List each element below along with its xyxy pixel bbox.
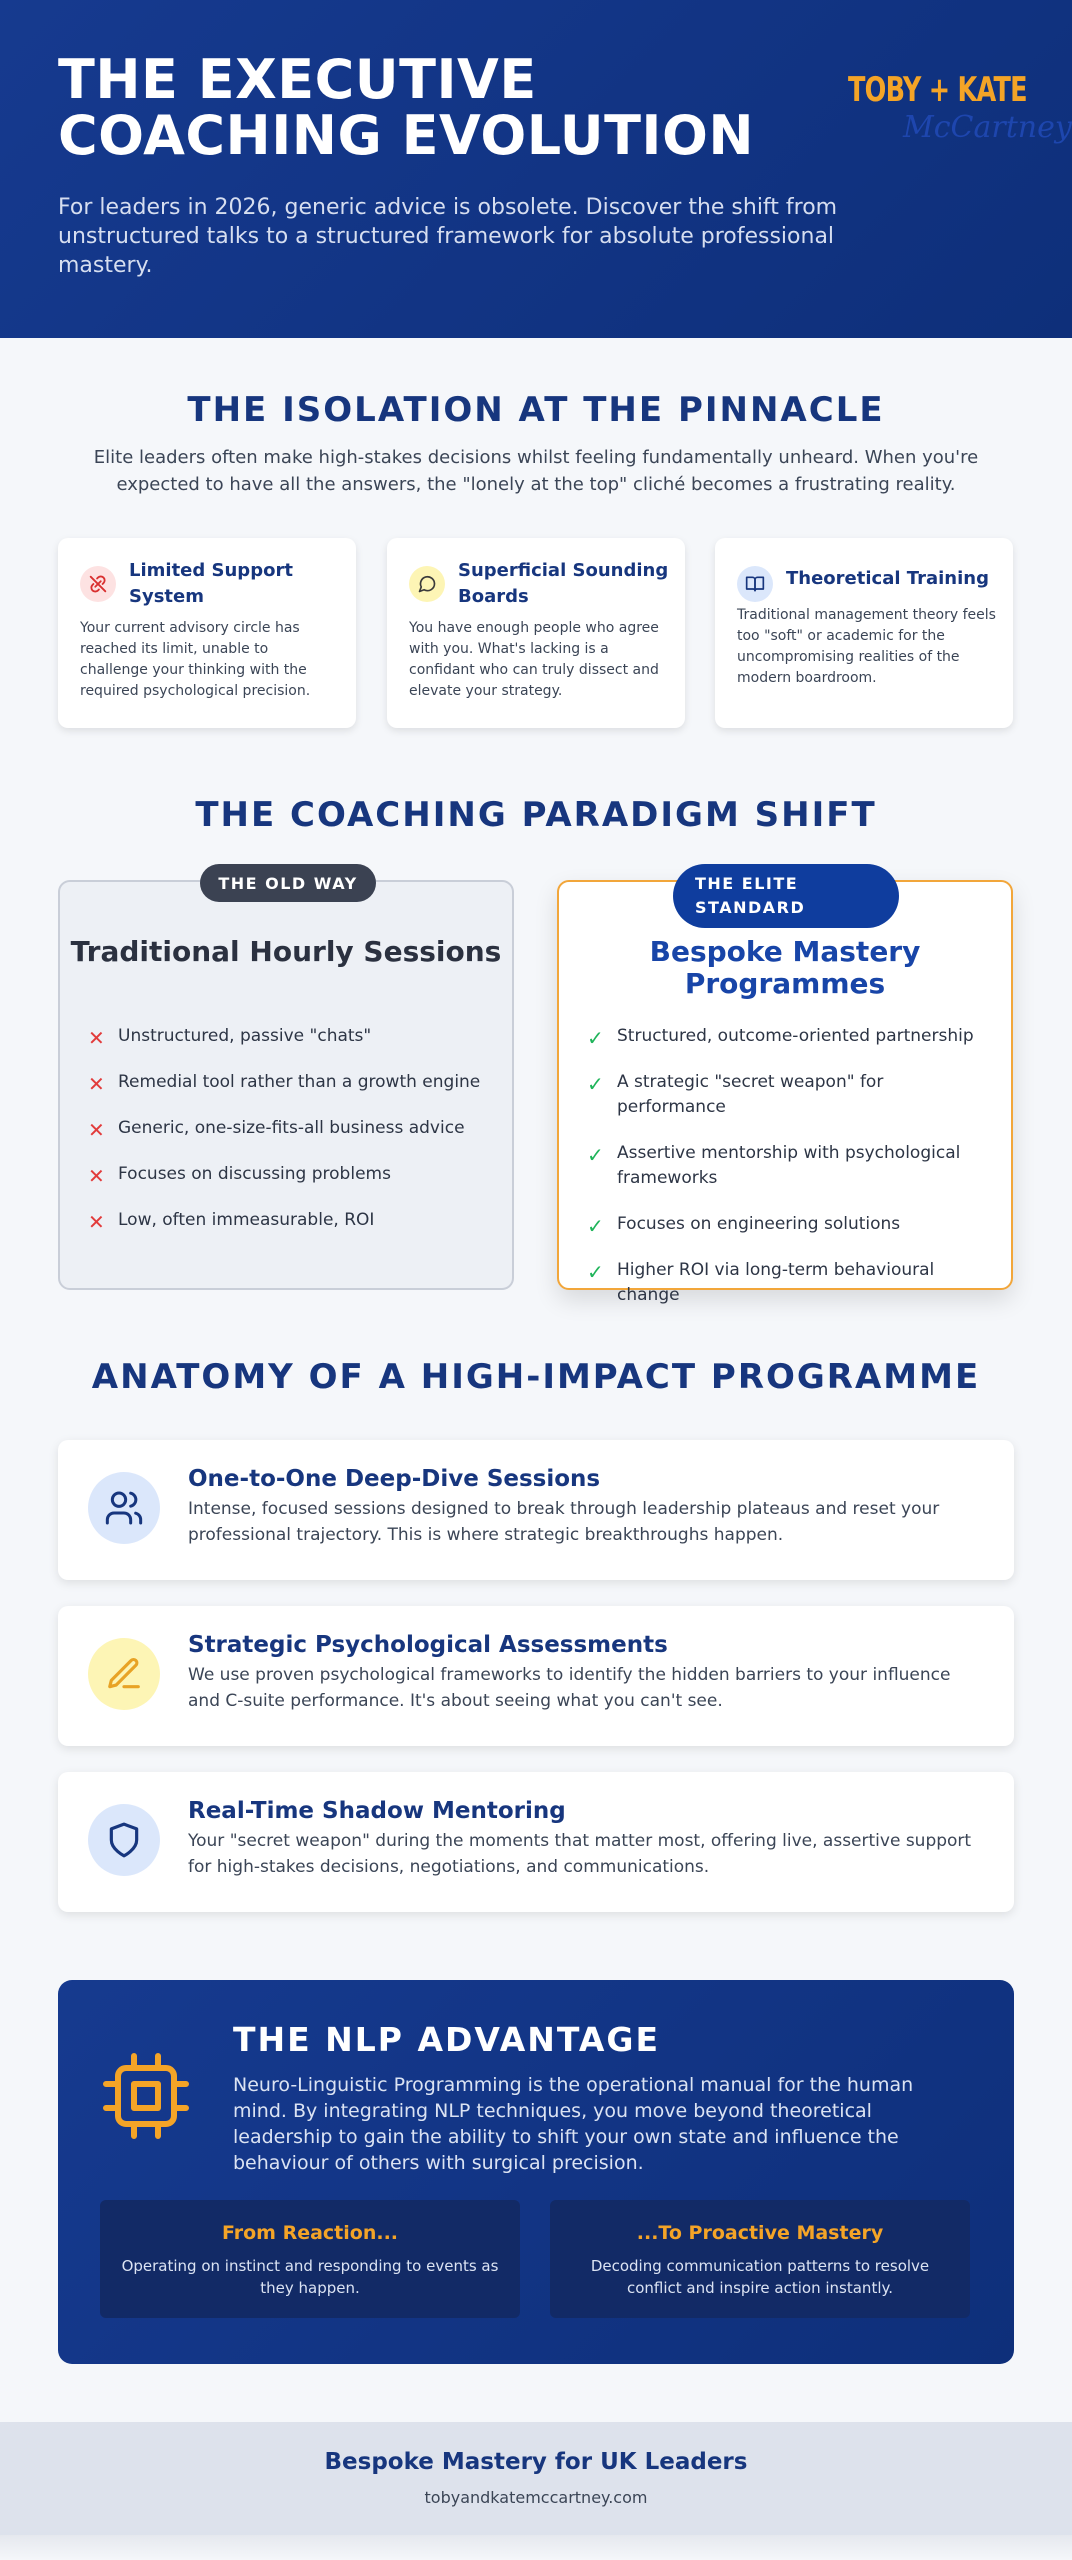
programme-card-title: Strategic Psychological Assessments [188,1632,668,1658]
isolation-title: THE ISOLATION AT THE PINNACLE [187,390,885,430]
cross-icon: ✕ [88,1026,105,1050]
from-reaction-box [100,2200,520,2318]
users-icon [88,1472,160,1544]
programme-card-title: Real-Time Shadow Mentoring [188,1798,566,1824]
list-item [88,1070,493,1095]
problem-card-title: Limited Support System [129,560,293,607]
nlp-title: THE NLP ADVANTAGE [233,2020,660,2059]
check-icon: ✓ [587,1026,604,1050]
list-item [587,1024,992,1049]
elite-standard-heading: Bespoke Mastery Programmes [649,935,921,1000]
list-item-text: Focuses on engineering solutions [617,1214,901,1234]
list-item [587,1141,992,1191]
box-text: Operating on instinct and responding to events as they happen. [121,2257,499,2297]
cpu-chip-icon [98,2048,194,2144]
pencil-icon [88,1638,160,1710]
box-title: ...To Proactive Mastery [636,2222,884,2244]
programme-card-assessments [58,1606,1014,1746]
proactive-mastery-box [550,2200,970,2318]
brand-logo[interactable] [848,70,1072,150]
list-item [88,1162,493,1187]
list-item-text: Remedial tool rather than a growth engine [118,1072,481,1092]
shield-icon [88,1804,160,1876]
programme-card-deep-dive [58,1440,1014,1580]
programme-card-text: We use proven psychological frameworks to identify the hidden barriers to your influence and C-suite performance. It's about seeing what you can't see. [188,1665,951,1711]
check-icon: ✓ [587,1072,604,1096]
list-item-text: Higher ROI via long-term behavioural change [617,1260,935,1305]
footer-website-link[interactable]: tobyandkatemccartney.com [424,2488,648,2507]
old-way-panel [58,873,514,1290]
book-icon [737,566,773,602]
box-title: From Reaction... [221,2222,399,2244]
elite-standard-badge: THE ELITE STANDARD [673,864,899,928]
page-title: THE EXECUTIVE COACHING EVOLUTION [58,48,755,167]
problem-card-title: Theoretical Training [786,568,989,589]
cross-icon: ✕ [88,1072,105,1096]
anatomy-title: ANATOMY OF A HIGH-IMPACT PROGRAMME [91,1357,981,1397]
problem-card-text: Traditional management theory feels too "soft" or academic for the uncompromising realities of the modern boardroom. [737,607,996,686]
speech-bubble-icon [409,566,445,602]
paradigm-title: THE COACHING PARADIGM SHIFT [195,795,877,835]
nlp-advantage-panel [58,1980,1014,2364]
isolation-description: Elite leaders often make high-stakes decisions whilst feeling fundamentally unheard. When you're expected to have all the answers, the "lonely at the top" cliché becomes a frustrating reality. [93,447,979,495]
old-way-list [88,1024,493,1254]
list-item [88,1116,493,1141]
old-way-heading: Traditional Hourly Sessions [70,935,502,968]
box-text: Decoding communication patterns to resolve conflict and inspire action instantly. [590,2257,930,2297]
footer-title: Bespoke Mastery for UK Leaders [324,2449,748,2475]
logo-wordmark: TOBY + KATE [848,70,1027,110]
list-item-text: Low, often immeasurable, ROI [118,1210,375,1230]
list-item [587,1070,992,1120]
broken-link-icon [80,566,116,602]
list-item-text: Unstructured, passive "chats" [118,1026,372,1046]
elite-standard-panel [557,874,1013,1305]
problem-card-text: You have enough people who agree with you. What's lacking is a confidant who can truly dissect and elevate your strategy. [409,620,659,699]
programme-card-title: One-to-One Deep-Dive Sessions [188,1466,601,1492]
list-item-text: Structured, outcome-oriented partnership [617,1026,974,1046]
problem-card-title: Superficial Sounding Boards [458,560,669,607]
list-item-text: A strategic "secret weapon" for performance [617,1072,884,1117]
page-bottom-shadow [0,2535,1072,2560]
hero-header [0,0,1072,338]
programme-card-text: Your "secret weapon" during the moments that matter most, offering live, assertive support for high-stakes decisions, negotiations, and communications. [188,1831,972,1877]
list-item-text: Focuses on discussing problems [118,1164,391,1184]
programme-card-text: Intense, focused sessions designed to break through leadership plateaus and reset your professional trajectory. This is where strategic breakthroughs happen. [188,1499,940,1545]
check-icon: ✓ [587,1143,604,1167]
old-way-badge: THE OLD WAY [200,864,376,902]
list-item [587,1258,992,1308]
list-item-text: Assertive mentorship with psychological frameworks [617,1143,961,1188]
problem-card-text: Your current advisory circle has reached its limit, unable to challenge your thinking with the required psychological precision. [80,620,311,699]
logo-signature: McCartney [903,110,1072,145]
problem-card-limited-support [58,538,356,728]
check-icon: ✓ [587,1260,604,1284]
programme-card-shadow-mentoring [58,1772,1014,1912]
problem-card-theoretical-training [715,538,1013,728]
check-icon: ✓ [587,1214,604,1238]
elite-standard-list [587,1024,992,1329]
cross-icon: ✕ [88,1118,105,1142]
cross-icon: ✕ [88,1210,105,1234]
list-item-text: Generic, one-size-fits-all business advice [118,1118,465,1138]
cross-icon: ✕ [88,1164,105,1188]
list-item [88,1024,493,1049]
list-item [88,1208,493,1233]
list-item [587,1212,992,1237]
page-footer [0,2422,1072,2535]
problem-card-sounding-boards [387,538,685,728]
nlp-text: Neuro-Linguistic Programming is the operational manual for the human mind. By integrating NLP techniques, you move beyond theoretical leadership to gain the ability to shift your own state and influence the behaviour of others with surgical precision. [233,2074,914,2174]
page-subtitle: For leaders in 2026, generic advice is obsolete. Discover the shift from unstructured talks to a structured framework for absolute professional mastery. [58,195,838,278]
